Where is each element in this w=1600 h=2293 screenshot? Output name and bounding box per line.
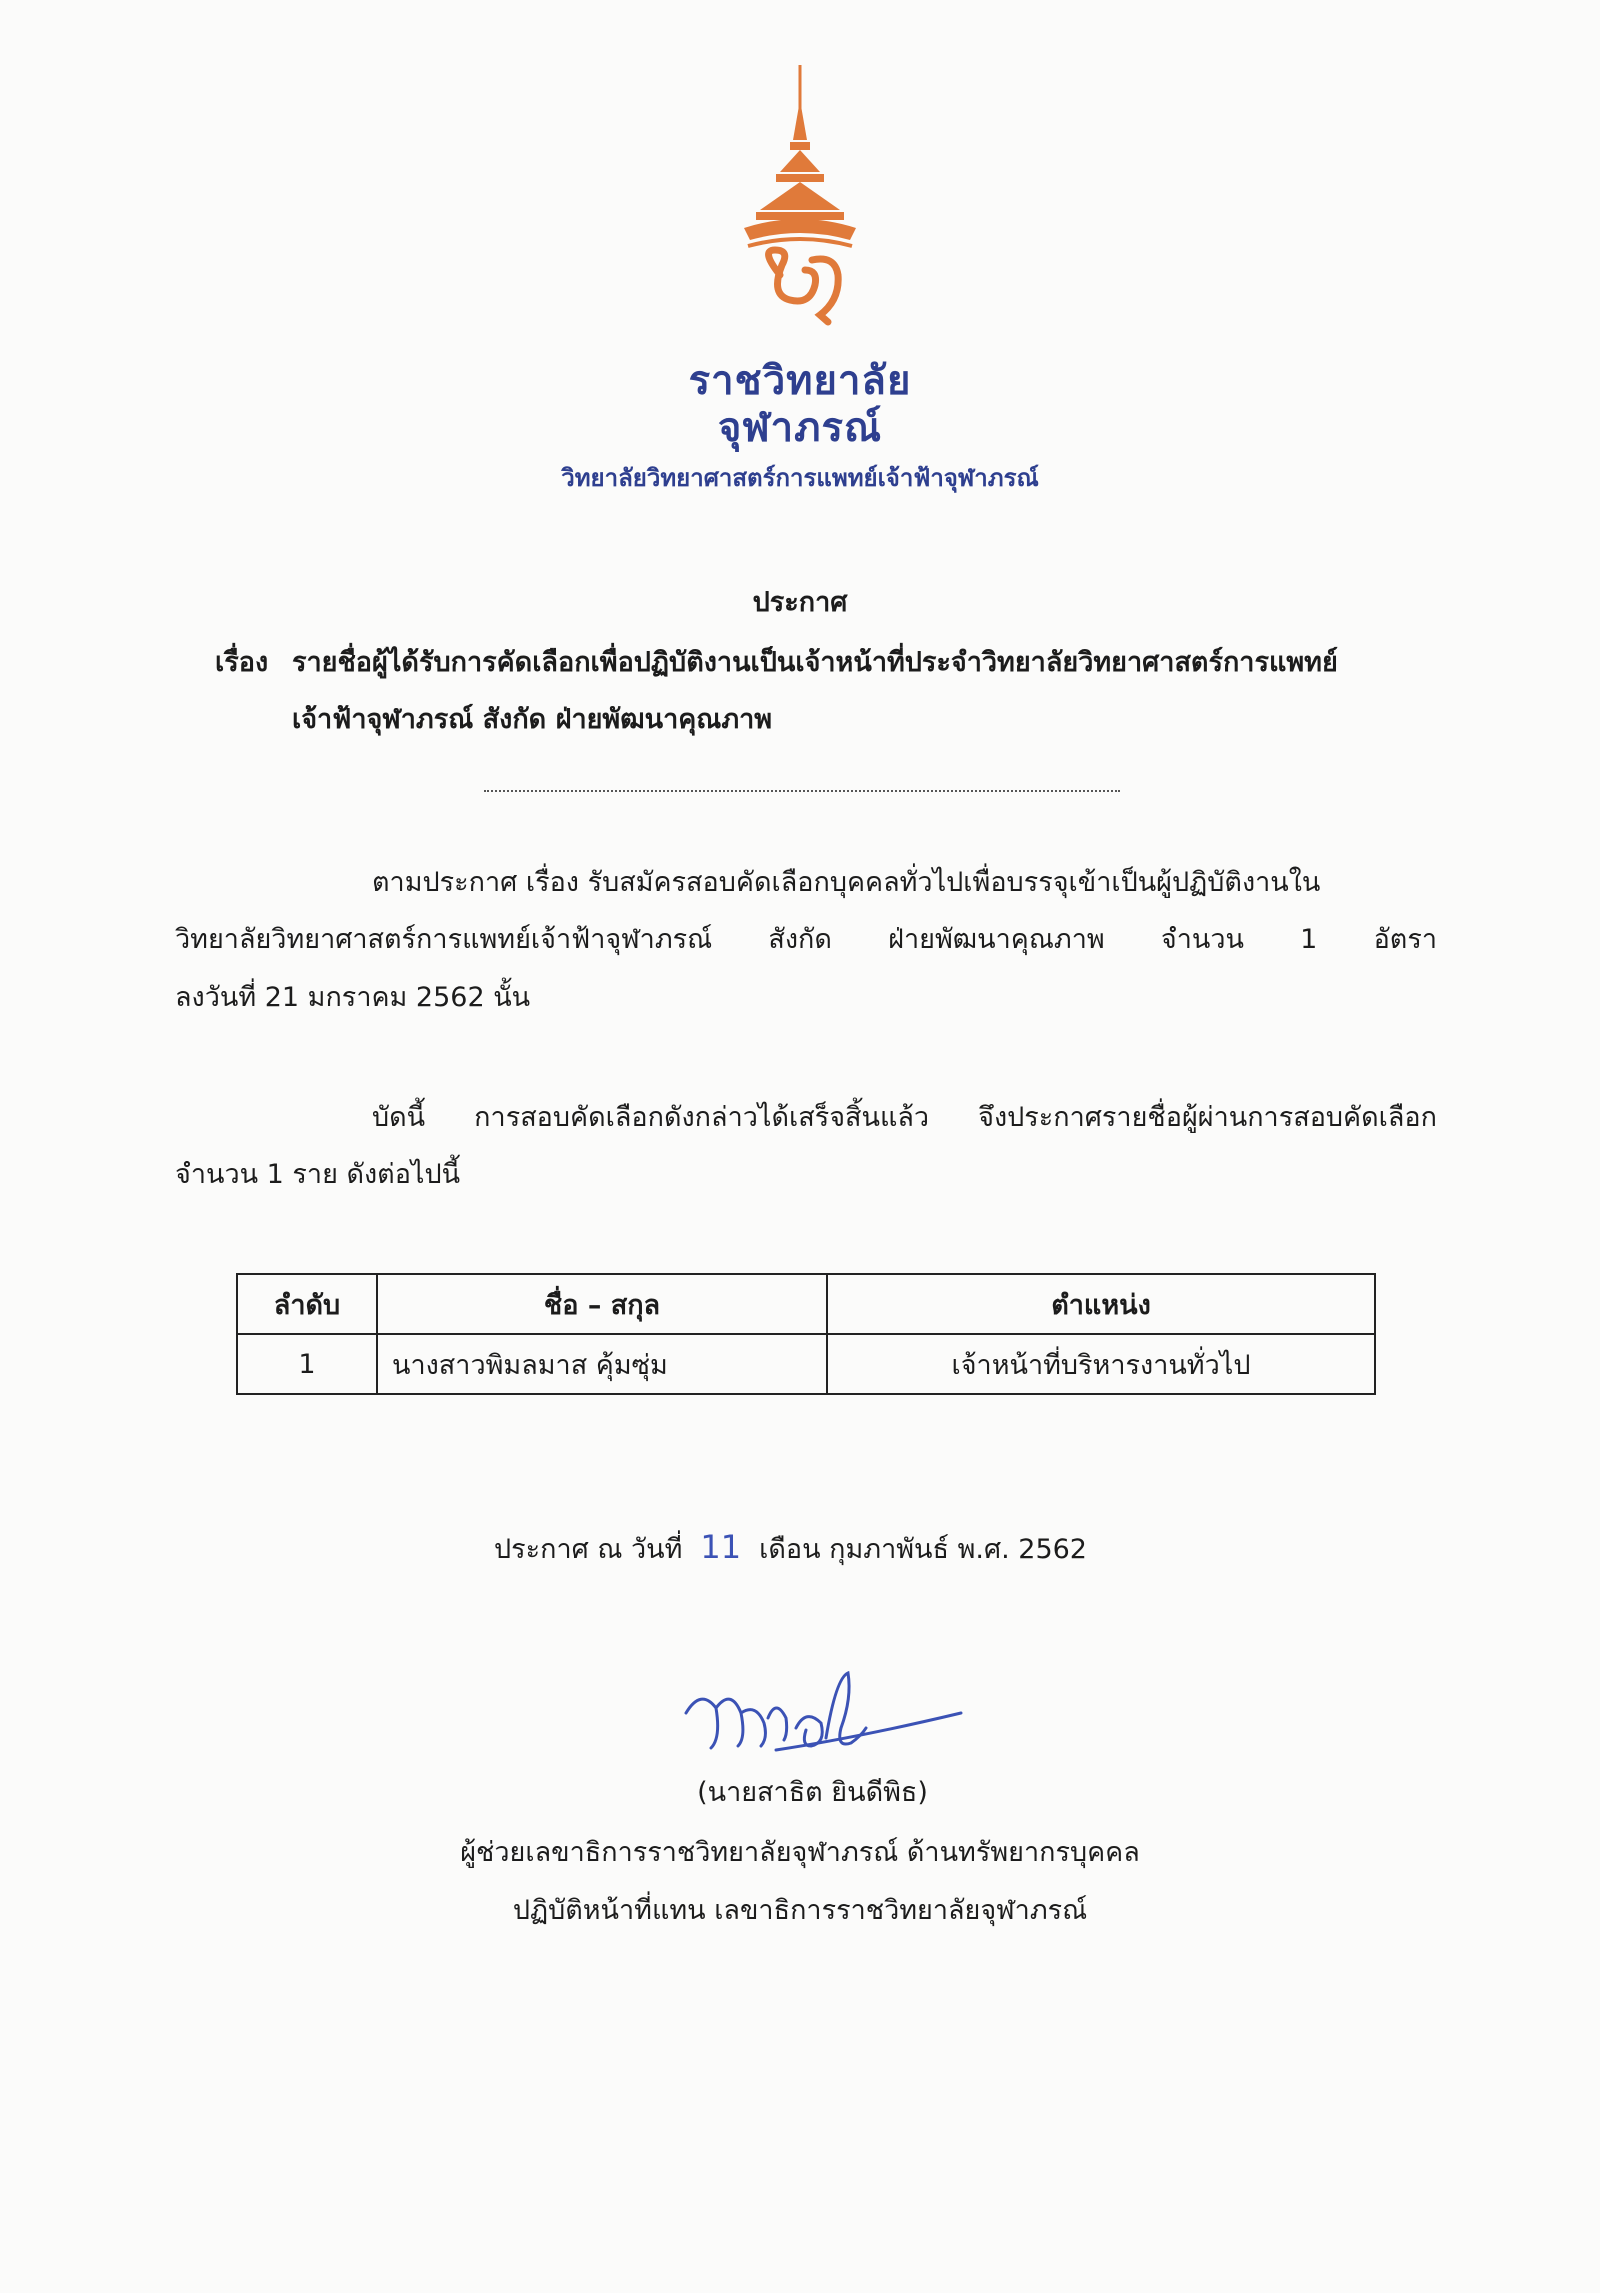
signer-title-line2: ปฏิบัติหน้าที่แทน เลขาธิการราชวิทยาลัยจุฬาภรณ์ <box>512 1895 1088 1926</box>
signature-icon <box>676 1668 966 1778</box>
announcement-heading: ประกาศ <box>752 587 848 618</box>
para1-line2: วิทยาลัยวิทยาศาสตร์การแพทย์เจ้าฟ้าจุฬาภรณ์ สังกัด ฝ่ายพัฒนาคุณภาพ จำนวน 1 อัตรา <box>175 924 1437 955</box>
cell-name: นางสาวพิมลมาส คุ้มซุ่ม <box>377 1334 827 1394</box>
table-row <box>237 1334 1375 1394</box>
dotted-divider <box>484 790 1120 792</box>
table-header-row <box>237 1274 1375 1334</box>
org-name-line1: ราชวิทยาลัย <box>688 358 912 404</box>
crown-logo-icon <box>720 60 880 330</box>
header-order: ลำดับ <box>237 1274 377 1334</box>
signer-name: (นายสาธิต ยินดีพิธ) <box>697 1777 928 1808</box>
para2-line2: จำนวน 1 ราย ดังต่อไปนี้ <box>175 1159 461 1190</box>
signer-title-line1: ผู้ช่วยเลขาธิการราชวิทยาลัยจุฬาภรณ์ ด้านทรัพยากรบุคคล <box>460 1837 1140 1868</box>
para1-line3: ลงวันที่ 21 มกราคม 2562 นั้น <box>175 982 531 1013</box>
subject-line1: รายชื่อผู้ได้รับการคัดเลือกเพื่อปฏิบัติงานเป็นเจ้าหน้าที่ประจำวิทยาลัยวิทยาศาสตร์การแพทย์ <box>292 647 1338 678</box>
subject-line2: เจ้าฟ้าจุฬาภรณ์ สังกัด ฝ่ายพัฒนาคุณภาพ <box>292 704 773 735</box>
date-suffix: เดือน กุมภาพันธ์ พ.ศ. 2562 <box>759 1534 1087 1565</box>
para2-line1: บัดนี้ การสอบคัดเลือกดังกล่าวได้เสร็จสิ้นแล้ว จึงประกาศรายชื่อผู้ผ่านการสอบคัดเลือก <box>372 1102 1437 1133</box>
header-name: ชื่อ – สกุล <box>377 1274 827 1334</box>
date-prefix: ประกาศ ณ วันที่ <box>494 1534 683 1565</box>
header-position: ตำแหน่ง <box>827 1274 1375 1334</box>
org-name-line2: จุฬาภรณ์ <box>717 405 883 451</box>
announcement-date <box>494 1527 1087 1570</box>
subject-label: เรื่อง <box>215 647 269 678</box>
cell-order: 1 <box>237 1334 377 1394</box>
date-day: 11 <box>700 1528 742 1566</box>
para1-line1: ตามประกาศ เรื่อง รับสมัครสอบคัดเลือกบุคคลทั่วไปเพื่อบรรจุเข้าเป็นผู้ปฏิบัติงานใน <box>372 867 1321 898</box>
cell-position: เจ้าหน้าที่บริหารงานทั่วไป <box>827 1334 1375 1394</box>
results-table <box>236 1273 1376 1395</box>
org-subtitle: วิทยาลัยวิทยาศาสตร์การแพทย์เจ้าฟ้าจุฬาภรณ์ <box>561 464 1039 492</box>
